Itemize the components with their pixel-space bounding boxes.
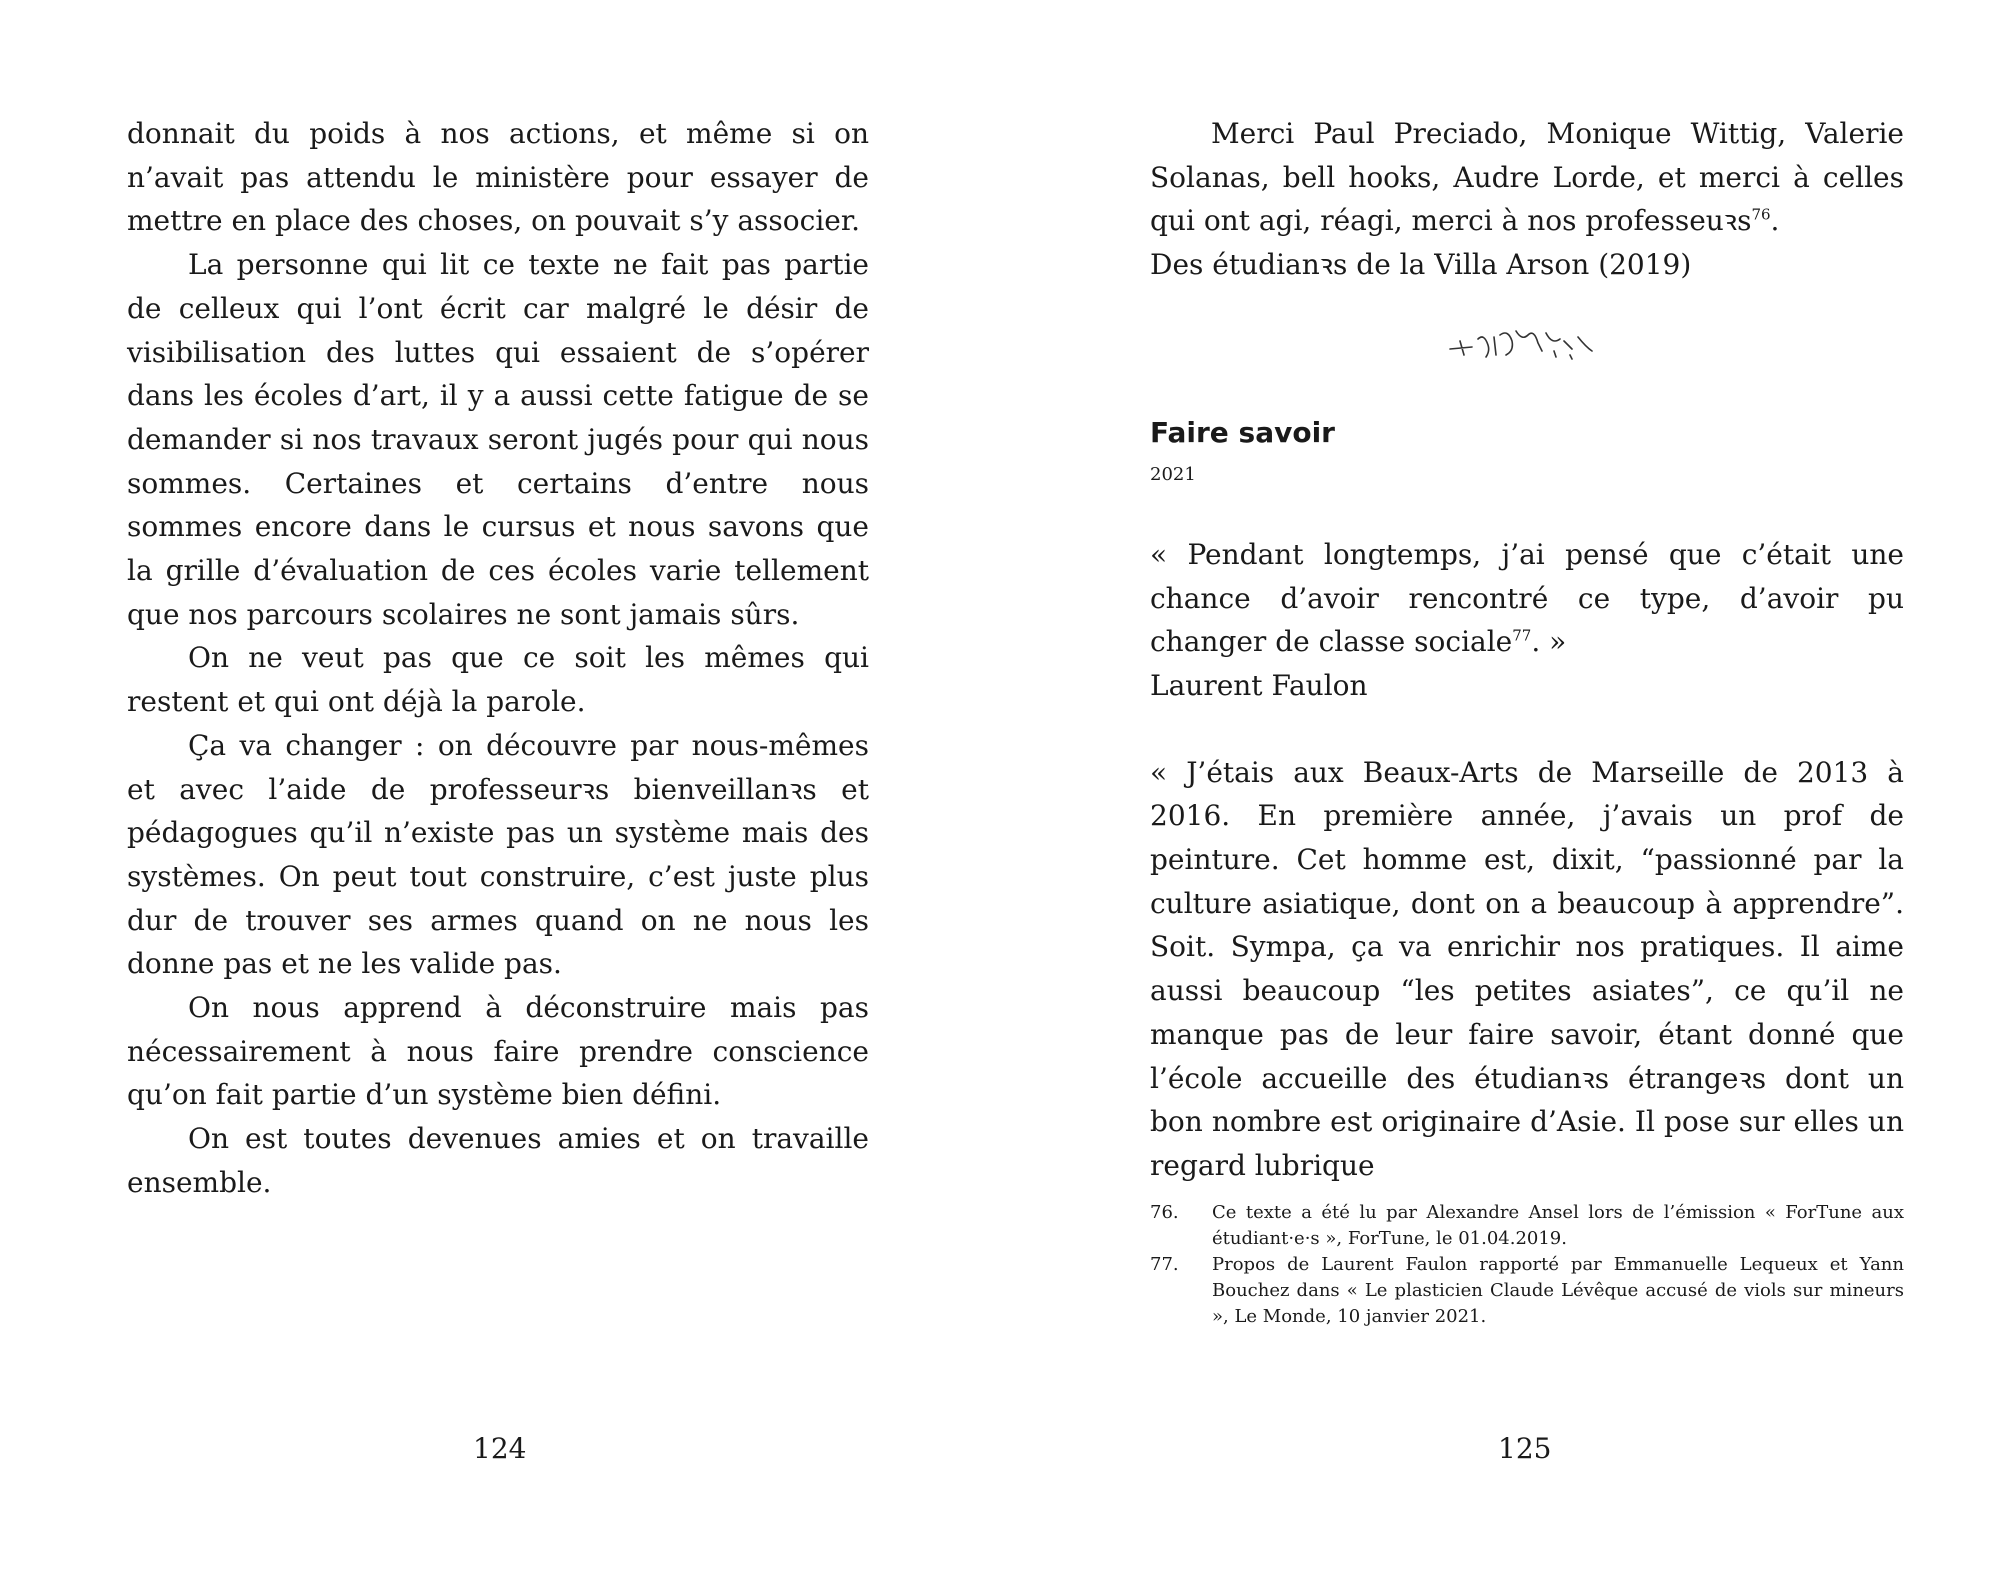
footnote-number: 76. [1150, 1202, 1179, 1223]
quote-end: . » [1531, 625, 1567, 659]
signature-line: Des étudianꝛs de la Villa Arson (2019) [1150, 248, 1692, 282]
page-number: 125 [1498, 1432, 1552, 1465]
thanks-text: Merci Paul Preciado, Monique Wittig, Valerie Solanas, bell hooks, Audre Lorde, et merci à celles qui ont agi, réagi, merci à nos professeuꝛs [1150, 117, 1904, 238]
section-year: 2021 [1150, 463, 1196, 485]
paragraph: On est toutes devenues amies et on travaille ensemble. [127, 1122, 869, 1199]
left-text-column [127, 112, 869, 1205]
footnote-ref: 77 [1512, 626, 1532, 645]
right-text-column [1150, 112, 1904, 1188]
thanks-paragraph [1150, 112, 1904, 243]
thanks-end: . [1770, 204, 1780, 238]
footnote-ref: 76 [1751, 206, 1771, 225]
paragraph: Ça va changer : on découvre par nous-mêmes et avec l’aide de professeurꝛs bienveillanꝛs et pédagogues qu’il n’existe pas un système mais des systèmes. On peut tout construire, c’est juste plus dur de trouver ses armes quand on ne nous les donne pas et ne les valide pas. [127, 728, 869, 981]
quote-paragraph: « J’étais aux Beaux-Arts de Marseille de 2013 à 2016. En première année, j’avais un prof de peinture. Cet homme est, dixit, “passionné par la culture asiatique, dont on a beaucoup à apprendre”. Soit. Sympa, ça va enrichir nos pratiques. Il aime aussi beaucoup “les petites asiates”, ce qu’il ne manque pas de leur faire savoir, étant donné que l’école accueille des étudianꝛs étrangeꝛs dont un bon nombre est originaire d’Asie. Il pose sur elles un regard lubrique [1150, 755, 1904, 1182]
quote-author: Laurent Faulon [1150, 668, 1368, 702]
paragraph: On nous apprend à déconstruire mais pas nécessairement à nous faire prendre conscience qu’on fait partie d’un système bien défini. [127, 991, 869, 1112]
quote-paragraph [1150, 533, 1904, 664]
paragraph: La personne qui lit ce texte ne fait pas partie de celleux qui l’ont écrit car malgré le désir de visibilisation des luttes qui essaient de s’opérer dans les écoles d’art, il y a aussi cette fatigue de se demander si nos travaux seront jugés pour qui nous sommes. Certaines et certains d’entre nous sommes encore dans le cursus et nous savons que la grille d’évaluation de ces écoles varie tellement que nos parcours scolaires ne sont jamais sûrs. [127, 248, 869, 631]
footnote [1150, 1200, 1904, 1252]
paragraph: On ne veut pas que ce soit les mêmes qui restent et qui ont déjà la parole. [127, 641, 869, 719]
handwritten-signature-icon [1442, 311, 1612, 381]
page-number: 124 [473, 1432, 527, 1465]
footnote-text: Ce texte a été lu par Alexandre Ansel lors de l’émission « ForTune aux étudiant·e·s », ForTune, le 01.04.2019. [1212, 1202, 1904, 1249]
quote-text: « Pendant longtemps, j’ai pensé que c’était une chance d’avoir rencontré ce type, d’avoir pu changer de classe sociale [1150, 537, 1904, 659]
footnote-text: Propos de Laurent Faulon rapporté par Emmanuelle Lequeux et Yann Bouchez dans « Le plasticien Claude Lévêque accusé de viols sur mineurs », Le Monde, 10 janvier 2021. [1212, 1254, 1904, 1327]
right-page [1008, 0, 2016, 1575]
footnote [1150, 1252, 1904, 1330]
paragraph: donnait du poids à nos actions, et même si on n’avait pas attendu le ministère pour essayer de mettre en place des choses, on pouvait s’y associer. [127, 117, 869, 238]
section-title: Faire savoir [1150, 415, 1335, 449]
footnotes [1150, 1200, 1904, 1330]
footnote-number: 77. [1150, 1254, 1179, 1275]
